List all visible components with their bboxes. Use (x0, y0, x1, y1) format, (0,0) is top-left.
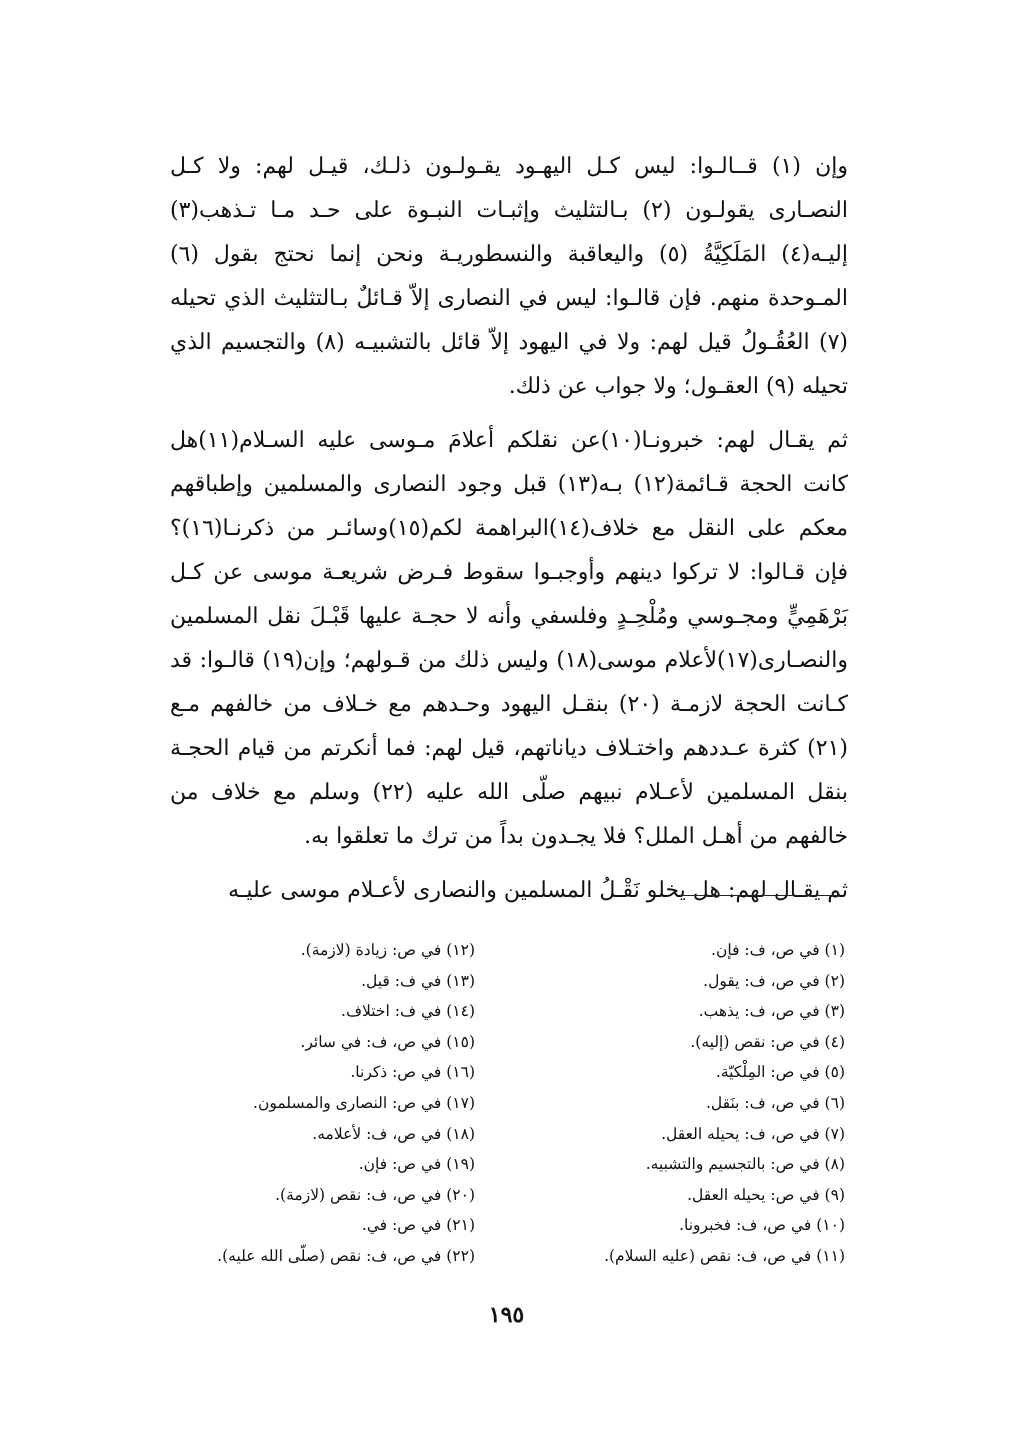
footnote: (٨) في ص: بالتجسيم والتشبيه. (645, 1155, 845, 1174)
footnote: (٤) في ص: نقص (إليه). (690, 1032, 845, 1051)
footnote: (١٢) في ص: زيادة (لازمة). (300, 941, 475, 959)
footnote: (١٨) في ص، ف: لأعلامه. (312, 1124, 475, 1143)
footnote: (١٤) في ف: اختلاف. (341, 1002, 475, 1021)
footnote: (٢٢) في ص، ف: نقص (صلّى الله عليه). (217, 1246, 475, 1265)
paragraph: وإن (١) قــالـوا: ليس كـل اليهـود يقـولـون ذلـك، قيـل لهم: ولا كـل النصـارى يقولـون (٢) بـالتثليث وإثبـات النبـوة على حـد مـا تـذهب(٣) إليـه(٤) المَلَكِيَّةُ (٥) واليعاقبة والنسطوريـة ونحن إنما نحتج بقول (٦) المـوحدة منهم. فإن قالـوا: ليس في النصارى إلاّ قـائلٌ بـالتثليث الذي تحيله (٧) العُقُـولُ قيل لهم: ولا في اليهود إلاّ قائل بالتشبيـه (٨) والتجسيم الذي تحيله (٩) العقـول؛ ولا جواب عن ذلك. (170, 154, 849, 399)
footnote: (١٩) في ص: فإن. (358, 1155, 475, 1174)
footnote: (١١) في ص، ف: نقص (عليه السلام). (604, 1246, 845, 1265)
footnote: (١٠) في ص، ف: فخبرونا. (679, 1216, 845, 1235)
footnote: (٥) في ص: المِلْكيّة. (715, 1063, 845, 1082)
footnote-separator (680, 895, 840, 896)
main-text (170, 145, 848, 913)
paragraph: ثم يقـال لهم: خبرونـا(١٠)عن نقلكم أعلامَ مـوسى عليه السـلام(١١)هل كانت الحجة قـائمة(١٢) بـه(١٣) قبل وجود النصارى والمسلمين وإطباقهم معكم على النقل مع خلاف(١٤)البراهمة لكم(١٥)وسائـر من ذكرنـا(١٦)؟ فإن قـالوا: لا تركوا دينهم وأوجبـوا سقوط فـرض شريعـة موسى عن كـل بَرْهَمِيٍّ ومجـوسي ومُلْحِـدٍ وفلسفي وأنه لا حجـة عليها قَبْـلَ نقل المسلمين والنصـارى(١٧)لأعلام موسى(١٨) وليس ذلك من قـولهم؛ وإن(١٩) قالـوا: قد كـانت الحجة لازمـة (٢٠) بنقـل اليهود وحـدهم مع خـلاف من خالفهم مـع (٢١) كثرة عـددهم واختـلاف دياناتهم، قيل لهم: فما أنكرتم من قيام الحجـة بنقل المسلمين لأعـلام نبيهم صلّى الله عليه (٢٢) وسلم مع خلاف من خالفهم من أهـل الملل؟ فلا يجـدون بداً من ترك ما تعلقوا به. (170, 428, 848, 849)
footnote: (٦) في ص، ف: بنَقل. (705, 1093, 845, 1112)
paragraph: ثم يقـال لهم: هل يخلو نَقْـلُ المسلمين والنصارى لأعـلام موسى عليـه (228, 878, 848, 903)
footnote: (٣) في ص، ف: يذهب. (698, 1002, 845, 1021)
footnote: (٢) في ص، ف: يقول. (703, 971, 845, 990)
footnotes-right-column (545, 935, 845, 1272)
footnote: (١٣) في ف: قيل. (361, 971, 475, 990)
page-number: ١٩٥ (488, 1302, 525, 1328)
footnote: (٢١) في ص: في. (361, 1216, 475, 1235)
footnotes-left-column (155, 935, 475, 1272)
footnote: (٩) في ص: يحيله العقل. (687, 1185, 845, 1204)
footnote: (١٥) في ص، ف: في سائر. (300, 1032, 475, 1051)
footnote: (١٧) في ص: النصارى والمسلمون. (253, 1093, 475, 1112)
footnote: (٢٠) في ص، ف: نقص (لازمة). (275, 1185, 475, 1204)
footnote: (١٦) في ص: ذكرنا. (350, 1063, 475, 1082)
footnote: (٧) في ص، ف: يحيله العقل. (661, 1124, 845, 1143)
footnote: (١) في ص، ف: فإن. (711, 941, 845, 959)
